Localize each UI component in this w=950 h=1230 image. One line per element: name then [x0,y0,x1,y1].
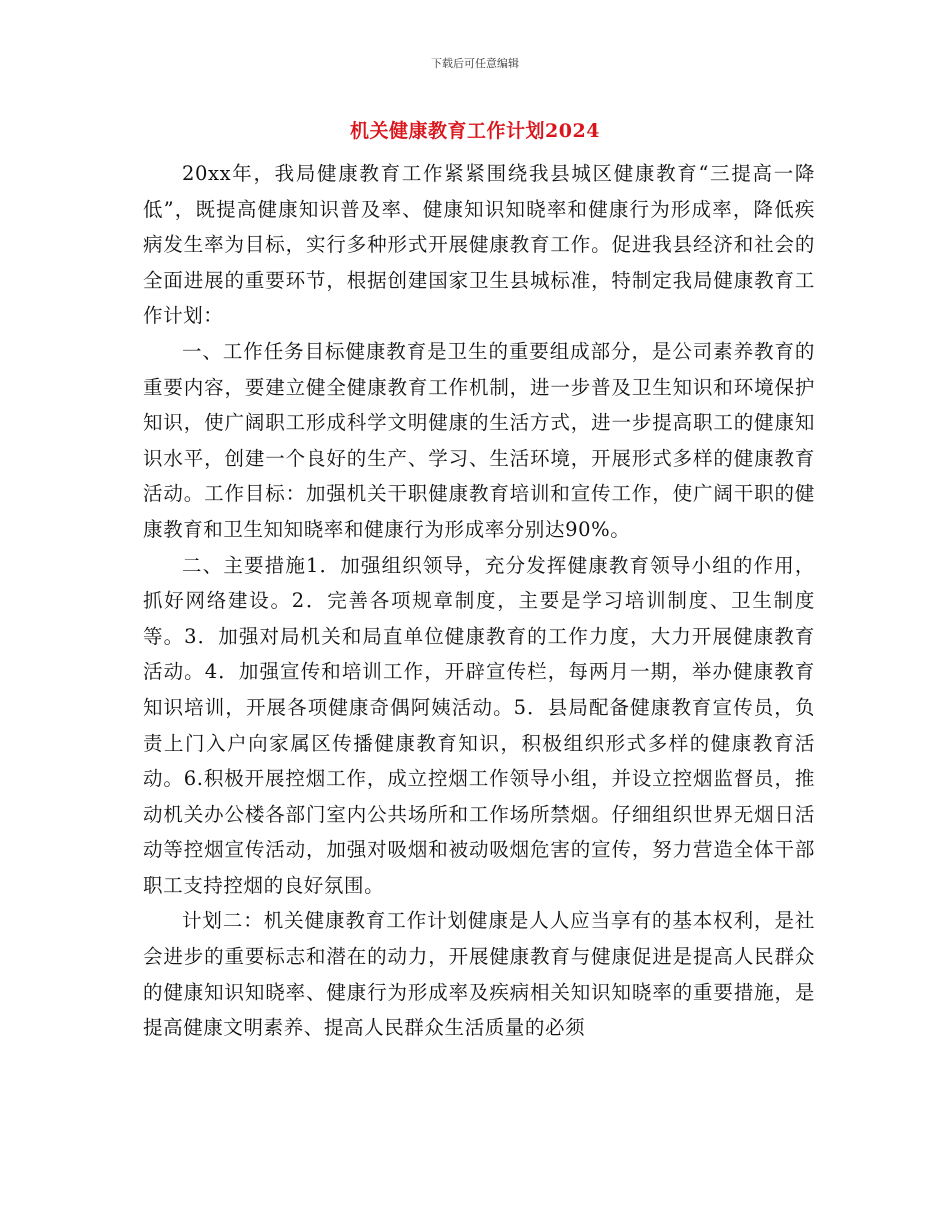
paragraph-section-2: 二、主要措施1．加强组织领导，充分发挥健康教育领导小组的作用，抓好网络建设。2．完善各项规章制度，主要是学习培训制度、卫生制度等。3．加强对局机关和局直单位健康教育的工作力度，大力开展健康教育活动。4．加强宣传和培训工作，开辟宣传栏，每两月一期，举办健康教育知识培训，开展各项健康奇偶阿姨活动。5．县局配备健康教育宣传员，负责上门入户向家属区传播健康教育知识，积极组织形式多样的健康教育活动。6.积极开展控烟工作，成立控烟工作领导小组，并设立控烟监督员，推动机关办公楼各部门室内公共场所和工作场所禁烟。仔细组织世界无烟日活动等控烟宣传活动，加强对吸烟和被动吸烟危害的宣传，努力营造全体干部职工支持控烟的良好氛围。 [143,553,815,897]
header-note: 下载后可任意编辑 [431,57,519,70]
paragraph-intro: 20xx年，我局健康教育工作紧紧围绕我县城区健康教育“三提高一降低”，既提高健康知识普及率、健康知识知晓率和健康行为形成率，降低疾病发生率为目标，实行多种形式开展健康教育工作。促进我县经济和社会的全面进展的重要环节，根据创建国家卫生县城标准，特制定我局健康教育工作计划： [143,162,815,328]
document-title: 机关健康教育工作计划2024 [350,120,600,142]
document-body [143,156,815,1046]
paragraph-section-1: 一、工作任务目标健康教育是卫生的重要组成部分，是公司素养教育的重要内容，要建立健全健康教育工作机制，进一步普及卫生知识和环境保护知识，使广阔职工形成科学文明健康的生活方式，进一步提高职工的健康知识水平，创建一个良好的生产、学习、生活环境，开展形式多样的健康教育活动。工作目标：加强机关干职健康教育培训和宣传工作，使广阔干职的健康教育和卫生知知晓率和健康行为形成率分别达90%。 [143,339,815,541]
paragraph-plan-2: 计划二：机关健康教育工作计划健康是人人应当享有的基本权利，是社会进步的重要标志和潜在的动力，开展健康教育与健康促进是提高人民群众的健康知识知晓率、健康行为形成率及疾病相关知识知晓率的重要措施，是提高健康文明素养、提高人民群众生活质量的必须 [143,909,815,1040]
